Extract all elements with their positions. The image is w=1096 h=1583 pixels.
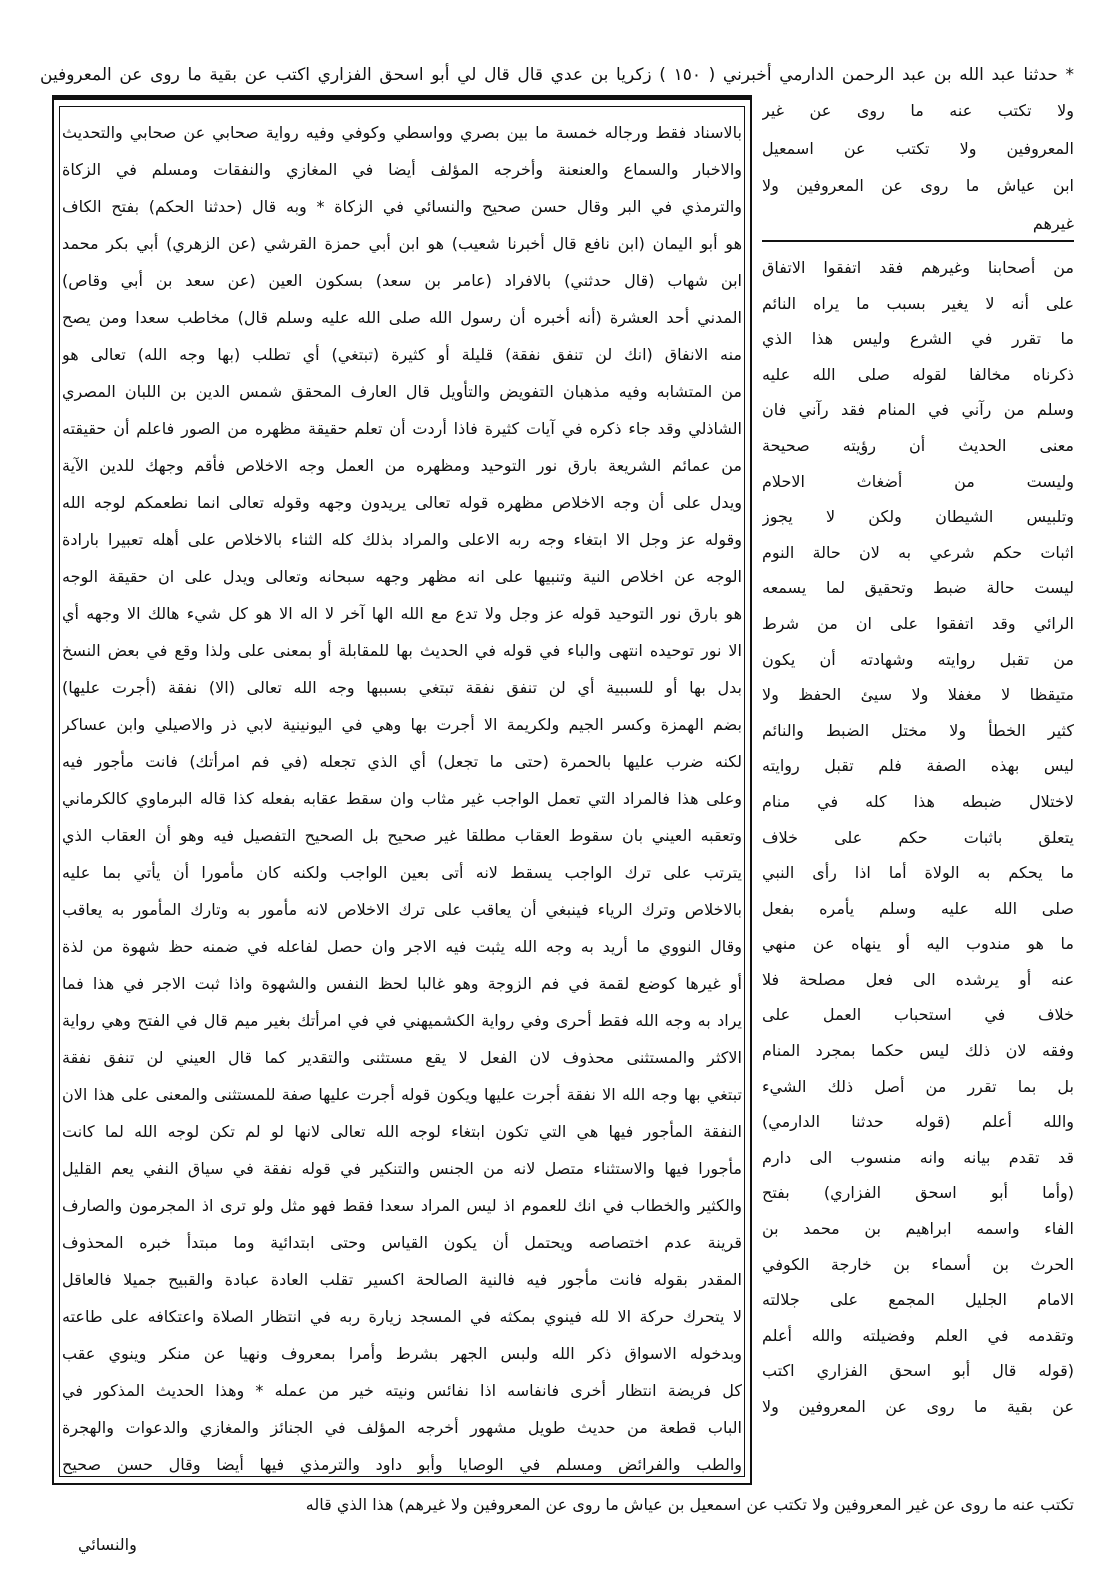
text-line: وقال النووي ما أريد به وجه الله يثبت فيه الاجر وان حصل لفاعله في ضمنه حظ شهوة من لذة [62, 937, 742, 956]
text-line: منه الانفاق (انك لن تنفق نفقة) قليلة أو كثيرة (تبتغي) أي تطلب (بها وجه الله) تعالى هو [62, 345, 742, 364]
text-line: قرينة عدم اختصاصه ويحتمل أن يكون القياس وحتى ابتدائية وما مبتدأ خبره المحذوف [62, 1233, 742, 1252]
margin-line: قد تقدم بيانه وانه منسوب الى دارم [762, 1147, 1074, 1167]
margin-line: الامام الجليل المجمع على جلالته [762, 1290, 1074, 1310]
text-line: الوجه عن اخلاص النية وتنبيها على انه مظهر وجهه سبحانه وتعالى ويدل على ان حقيقة الوجه [62, 567, 742, 586]
margin-line: معنى الحديث أن رؤيته صحيحة [762, 435, 1074, 455]
text-line: والاخبار والسماع والعنعنة وأخرجه المؤلف أيضا في المغازي والنفقات ومسلم في الزكاة [62, 160, 742, 179]
margin-divider [762, 240, 1074, 242]
margin-line: وتلبيس الشيطان ولكن لا يجوز [762, 507, 1074, 527]
page-header: * حدثنا عبد الله بن عبد الرحمن الدارمي أخبرني ( ١٥٠ ) زكريا بن عدي قال قال لي أبو اسحق الفزاري اكتب عن بقية ما روى عن المعروفين [40, 65, 1074, 85]
margin-line: وفقه لان ذلك ليس حكما بمجرد المنام [762, 1041, 1074, 1061]
margin-line: متيقظا لا مغفلا ولا سيئ الحفظ ولا [762, 685, 1074, 705]
margin-line: خلاف في استحباب العمل على [762, 1005, 1074, 1025]
margin-line: ما تقرر في الشرع وليس هذا الذي [762, 329, 1074, 349]
text-line: تبتغي بها وجه الله الا نفقة أجرت عليها ويكون قوله أجرت عليها صفة للمستثنى والمعنى على هذا الان [62, 1085, 742, 1104]
text-line: أو غيرها كوضع لقمة في فم الزوجة وهو غالبا لحظ النفس والشهوة واذا ثبت الاجر في هذا فما [62, 974, 742, 993]
text-line: الباب قطعة من حديث طويل مشهور أخرجه المؤلف في الجنائز والمغازي والدعوات والهجرة [62, 1418, 742, 1437]
text-line: ويدل على أن وجه الاخلاص مظهره قوله تعالى يريدون وجهه وقوله تعالى انما نطعمكم لوجه الله [62, 493, 742, 512]
margin-commentary [762, 250, 1074, 1425]
main-commentary-text [62, 114, 742, 1483]
text-line: المدني أحد العشرة (أنه أخبره أن رسول الله صلى الله عليه وسلم قال) مخاطب سعدا ومن يصح [62, 308, 742, 327]
margin-commentary-top [762, 92, 1074, 242]
margin-commentary-continuation: تكتب عنه ما روى عن غير المعروفين ولا تكتب عن اسمعيل بن عياش ما روى عن المعروفين ولا غيرهم) هذا الذي قاله [305, 1495, 1074, 1514]
margin-line: اثبات حكم شرعي به لان حالة النوم [762, 542, 1074, 562]
margin-line: (وأما أبو اسحق الفزاري) بفتح [762, 1183, 1074, 1203]
text-line: والطب والفرائض ومسلم في الوصايا وأبو داود والترمذي فيها أيضا وقال حسن صحيح [62, 1455, 742, 1474]
text-line: النفقة المأجور فيها هي التي تكون ابتغاء لوجه الله تعالى لانها لو لم تكن لوجه الله لما كانت [62, 1122, 742, 1141]
text-line: وقوله عز وجل الا ابتغاء وجه ربه الاعلى والمراد بذلك كله الثناء بالاخلاص على أهله تعبيرا بارادة [62, 530, 742, 549]
margin-line: بل بما تقرر من أصل ذلك الشيء [762, 1076, 1074, 1096]
text-line: يترتب على ترك الواجب يسقط لانه أتى بعين الواجب ولكنه كان مأمورا أن يأتي بما عليه [62, 863, 742, 882]
text-line: وتعقبه العيني بان سقوط العقاب مطلقا غير صحيح بل الصحيح التفصيل فيه وهو أن العقاب الذي [62, 826, 742, 845]
margin-line: من أصحابنا وغيرهم فقد اتفقوا الاتفاق [762, 258, 1074, 277]
text-line: الاكثر والمستثنى محذوف لان الفعل لا يقع مستثنى والتقدير كما قال العيني لن تنفق نفقة [62, 1048, 742, 1067]
margin-line: ما هو مندوب اليه أو ينهاه عن منهي [762, 934, 1074, 954]
text-line: من عمائم الشريعة بارق نور التوحيد ومظهره من العمل وجه الاخلاص فأقم وجهك للدين الآية [62, 456, 742, 475]
text-line: بضم الهمزة وكسر الجيم ولكريمة الا أجرت بها وهي في اليونينية لابي ذر والاصيلي وابن عساكر [62, 715, 742, 734]
text-line: هو بارق نور التوحيد قوله عز وجل ولا تدع مع الله الها آخر لا اله الا هو كل شيء هالك الا وجهه أي [62, 604, 742, 623]
text-line: كل فريضة انتظار أخرى فانفاسه اذا نفائس ونيته خير من عمله * وهذا الحديث المذكور في [62, 1381, 742, 1400]
text-line: والترمذي في البر وقال حسن صحيح والنسائي في الزكاة * وبه قال (حدثنا الحكم) بفتح الكاف [62, 197, 742, 216]
text-line: يراد به وجه الله فقط أحرى وفي رواية الكشميهني في في امرأتك بغير ميم قال في الفتح وهي رواية [62, 1011, 742, 1030]
margin-line: وسلم من رآني في المنام فقد رآني فان [762, 400, 1074, 420]
margin-line: عنه أو يرشده الى فعل مصلحة فلا [762, 969, 1074, 989]
margin-line: لاختلال ضبطه هذا كله في منام [762, 791, 1074, 811]
text-line: المقدر بقوله فانت مأجور فيه فالنية الصالحة اكسير تقلب العادة عبادة والقبيح جميلا فالعاقل [62, 1270, 742, 1289]
margin-line: الحرث بن أسماء بن خارجة الكوفي [762, 1254, 1074, 1274]
margin-line: صلى الله عليه وسلم يأمره بفعل [762, 898, 1074, 918]
text-line: وعلى هذا فالمراد التي تعمل الواجب غير مثاب وان سقط عقابه بفعله كذا قاله البرماوي كالكرماني [62, 789, 742, 808]
margin-line: ولا تكتب عنه ما روى عن غير [762, 101, 1074, 120]
margin-line: من تقبل روايته وشهادته أن يكون [762, 649, 1074, 669]
margin-line: على أنه لا يغير بسبب ما يراه النائم [762, 293, 1074, 313]
text-line: بدل بها أو للسببية أي لن تنفق نفقة تبتغي بسببها وجه الله تعالى (الا) نفقة (أجرت عليها) [62, 678, 742, 697]
margin-line: والله أعلم (قوله حدثنا الدارمي) [762, 1112, 1074, 1132]
text-line: من المتشابه وفيه مذهبان التفويض والتأويل قال العارف المحقق شمس الدين بن اللبان المصري [62, 382, 742, 401]
text-line: هو أبو اليمان (ابن نافع قال أخبرنا شعيب) هو ابن أبي حمزة القرشي (عن الزهري) أبي بكر محمد [62, 234, 742, 253]
main-commentary-frame [52, 95, 752, 1485]
margin-line: الفاء واسمه ابراهيم بن محمد بن [762, 1219, 1074, 1239]
margin-line: ما يحكم به الولاة أما اذا رأى النبي [762, 863, 1074, 883]
margin-line: (قوله قال أبو اسحق الفزاري اكتب [762, 1361, 1074, 1381]
margin-line: ليس بهذه الصفة فلم تقبل روايته [762, 756, 1074, 776]
text-line: لكنه ضرب عليها بالحمرة (حتى ما تجعل) أي الذي تجعله (في فم امرأتك) فانت مأجور فيه [62, 752, 742, 771]
catchword: والنسائي [78, 1535, 137, 1554]
text-line: بالاسناد فقط ورجاله خمسة ما بين بصري وواسطي وكوفي وفيه رواية صحابي عن صحابي والتحديث [62, 123, 742, 142]
margin-line: يتعلق باثبات حكم على خلاف [762, 827, 1074, 847]
margin-line: عن بقية ما روى عن المعروفين ولا [762, 1397, 1074, 1416]
text-line: والكثير والخطاب في انك للعموم اذ ليس المراد سعدا فقط فهو مثل ولو ترى اذ المجرمون والصارف [62, 1196, 742, 1215]
text-line: وبدخوله الاسواق ذكر الله ولبس الجهر بشرط وأمرا بمعروف ونهيا عن منكر وينوي عقب [62, 1344, 742, 1363]
margin-line: المعروفين ولا تكتب عن اسمعيل [762, 138, 1074, 158]
margin-line: كثير الخطأ ولا مختل الضبط والنائم [762, 720, 1074, 740]
text-line: لا يتحرك حركة الا لله فينوي بمكثه في المسجد زيارة ربه في انتظار الصلاة واعتكافه على طاعته [62, 1307, 742, 1326]
text-line: ابن شهاب (قال حدثني) بالافراد (عامر بن سعد) بسكون العين (عن سعد بن أبي وقاص) [62, 271, 742, 290]
text-line: الشاذلي وقد جاء ذكره في آيات كثيرة فاذا أردت أن تعلم حقيقة مظهره من الصور فاعلم أن حقيقته [62, 419, 742, 438]
text-line: مأجورا فيها والاستثناء متصل لانه من الجنس والتنكير في قوله نفقة في سياق النفي يعم القليل [62, 1159, 742, 1178]
text-line: بالاخلاص وترك الرياء فينبغي أن يعاقب على ترك الاخلاص لانه مأمور به وتارك المأمور به يعاقب [62, 900, 742, 919]
margin-line: غيرهم [1032, 213, 1074, 233]
margin-line: الرائي وقد اتفقوا على ان من شرط [762, 613, 1074, 633]
margin-line: ابن عياش ما روى عن المعروفين ولا [762, 176, 1074, 195]
text-line: الا نور توحيده انتهى والباء في قوله في الحديث بها للمقابلة أو بمعنى على ولذا وقع في بعض النسخ [62, 641, 742, 660]
margin-line: وتقدمه في العلم وفضيلته والله أعلم [762, 1325, 1074, 1345]
margin-line: ذكرناه مخالفا لقوله صلى الله عليه [762, 364, 1074, 384]
margin-line: ليست حالة ضبط وتحقيق لما يسمعه [762, 578, 1074, 598]
margin-line: وليست من أضغاث الاحلام [762, 471, 1074, 491]
